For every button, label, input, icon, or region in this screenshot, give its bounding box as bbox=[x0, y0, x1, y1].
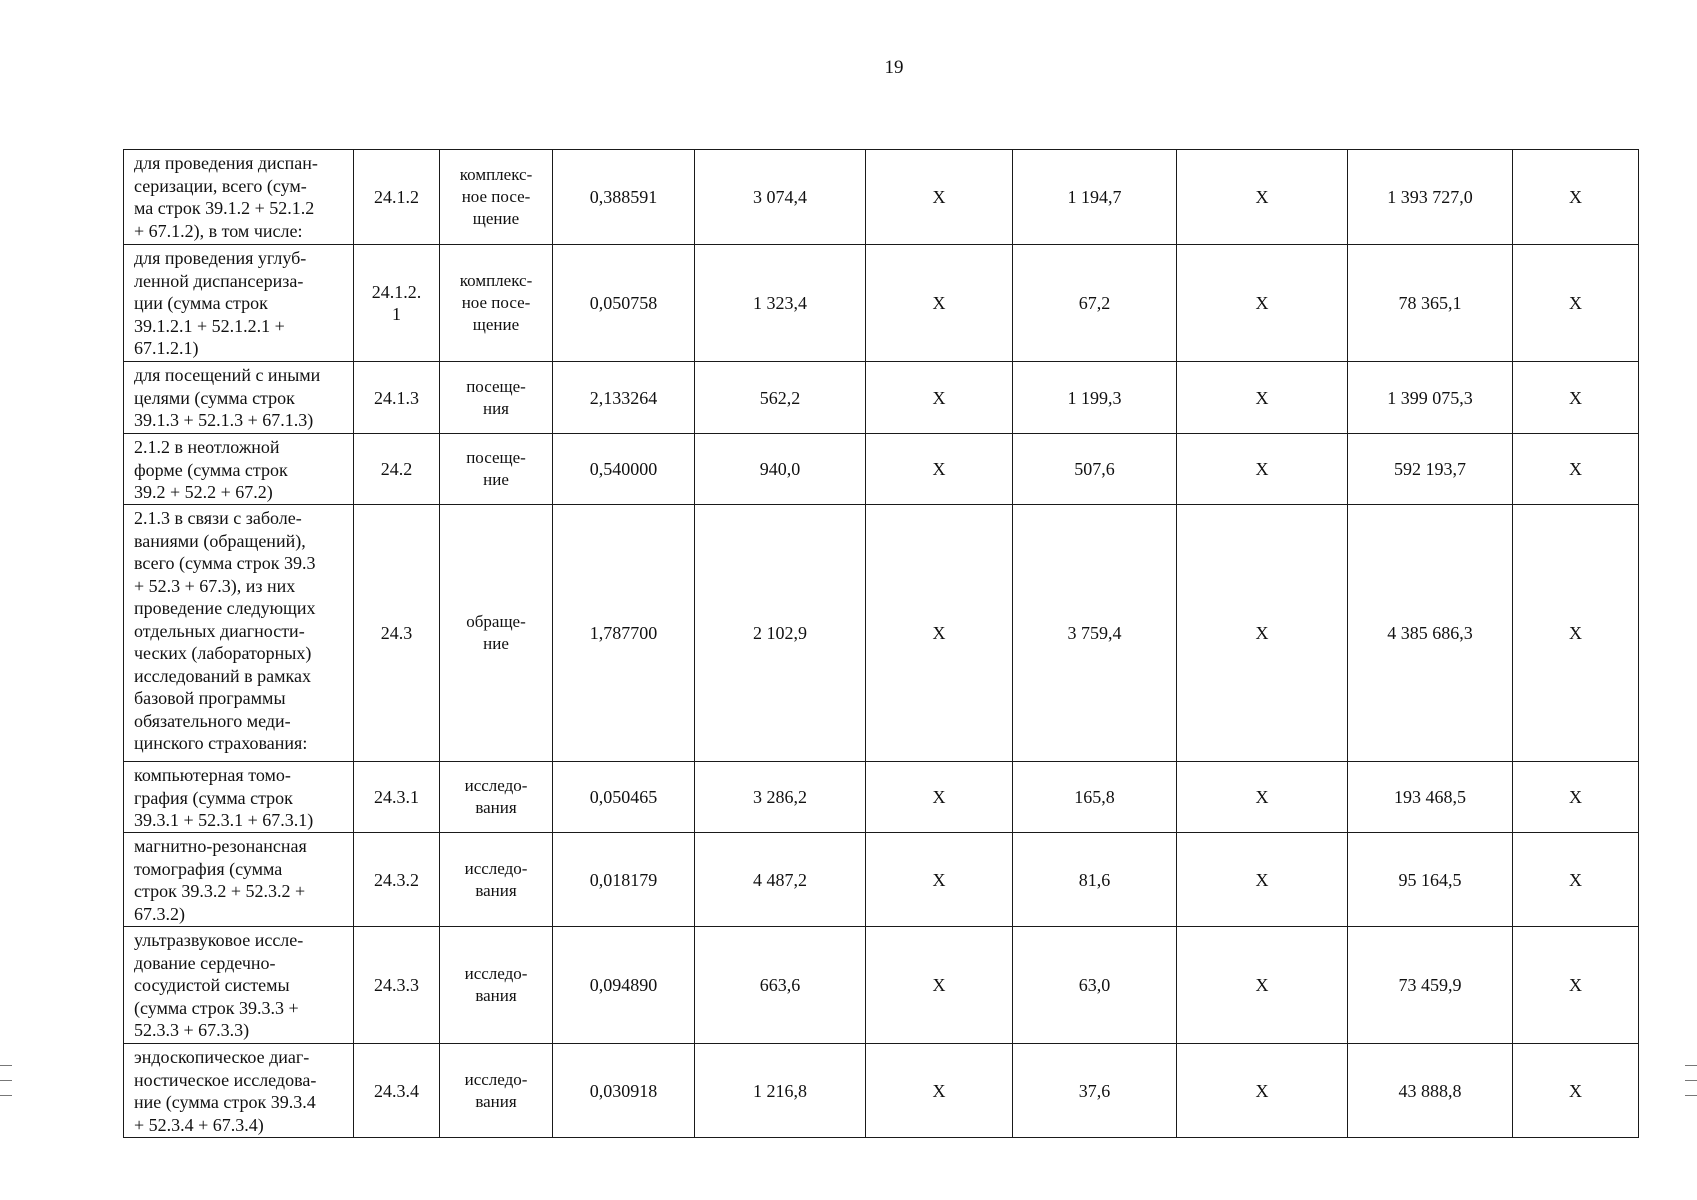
cell-value: 0,388591 bbox=[553, 150, 695, 245]
cell-value: 562,2 bbox=[695, 362, 866, 434]
cell-unit: посеще- ния bbox=[440, 362, 553, 434]
cell-value: X bbox=[1513, 833, 1639, 927]
cell-value: 3 759,4 bbox=[1013, 505, 1177, 762]
cell-line-code: 24.1.2 bbox=[354, 150, 440, 245]
scan-mark-right bbox=[1685, 1080, 1697, 1081]
cell-unit: исследо- вания bbox=[440, 1044, 553, 1138]
cell-value: 1,787700 bbox=[553, 505, 695, 762]
cell-value: 73 459,9 bbox=[1348, 927, 1513, 1044]
table-row bbox=[124, 833, 1639, 927]
cell-unit: обраще- ние bbox=[440, 505, 553, 762]
table-row bbox=[124, 245, 1639, 362]
scan-mark-right bbox=[1685, 1065, 1697, 1066]
cell-name: 2.1.2 в неотложной форме (сумма строк 39.2 + 52.2 + 67.2) bbox=[124, 434, 354, 505]
scan-mark-left bbox=[0, 1080, 12, 1081]
cell-value: X bbox=[1513, 927, 1639, 1044]
cell-unit: исследо- вания bbox=[440, 927, 553, 1044]
cell-value: X bbox=[1177, 833, 1348, 927]
cell-name: для проведения диспан- серизации, всего (сум- ма строк 39.1.2 + 52.1.2 + 67.1.2), в том числе: bbox=[124, 150, 354, 245]
cell-value: 2 102,9 bbox=[695, 505, 866, 762]
cell-value: 663,6 bbox=[695, 927, 866, 1044]
cell-unit: исследо- вания bbox=[440, 762, 553, 833]
cell-name: для проведения углуб- ленной диспансериза- ции (сумма строк 39.1.2.1 + 52.1.2.1 + 67.1.2.1) bbox=[124, 245, 354, 362]
cell-value: X bbox=[866, 833, 1013, 927]
cell-value: 1 216,8 bbox=[695, 1044, 866, 1138]
cell-value: 0,094890 bbox=[553, 927, 695, 1044]
cell-name: магнитно-резонансная томография (сумма строк 39.3.2 + 52.3.2 + 67.3.2) bbox=[124, 833, 354, 927]
cell-line-code: 24.1.3 bbox=[354, 362, 440, 434]
cell-value: 507,6 bbox=[1013, 434, 1177, 505]
cell-line-code: 24.3.2 bbox=[354, 833, 440, 927]
cell-value: X bbox=[1177, 150, 1348, 245]
cell-value: 940,0 bbox=[695, 434, 866, 505]
cell-line-code: 24.3.4 bbox=[354, 1044, 440, 1138]
cell-unit: комплекс- ное посе- щение bbox=[440, 245, 553, 362]
cell-value: X bbox=[1177, 1044, 1348, 1138]
cell-value: 1 194,7 bbox=[1013, 150, 1177, 245]
scan-mark-left bbox=[0, 1095, 12, 1096]
scan-mark-right bbox=[1685, 1095, 1697, 1096]
page-number: 19 bbox=[884, 57, 904, 78]
cell-value: 592 193,7 bbox=[1348, 434, 1513, 505]
cell-name: 2.1.3 в связи с заболе- ваниями (обращений), всего (сумма строк 39.3 + 52.3 + 67.3), из них проведение следующих отдельных диагности- ческих (лабораторных) исследований в рамках базовой программы обязательного меди- цинского страхования: bbox=[124, 505, 354, 762]
cell-value: 0,030918 bbox=[553, 1044, 695, 1138]
table-row bbox=[124, 505, 1639, 762]
cell-value: X bbox=[866, 762, 1013, 833]
cell-line-code: 24.3.3 bbox=[354, 927, 440, 1044]
scan-mark-left bbox=[0, 1065, 12, 1066]
cell-value: X bbox=[866, 505, 1013, 762]
cell-unit: комплекс- ное посе- щение bbox=[440, 150, 553, 245]
cell-line-code: 24.3.1 bbox=[354, 762, 440, 833]
cell-value: X bbox=[1177, 927, 1348, 1044]
cell-value: 1 399 075,3 bbox=[1348, 362, 1513, 434]
cell-value: X bbox=[1513, 505, 1639, 762]
cell-value: X bbox=[1177, 245, 1348, 362]
table-row bbox=[124, 1044, 1639, 1138]
cell-value: 4 487,2 bbox=[695, 833, 866, 927]
cell-name: для посещений с иными целями (сумма строк 39.1.3 + 52.1.3 + 67.1.3) bbox=[124, 362, 354, 434]
cell-name: ультразвуковое иссле- дование сердечно- сосудистой системы (сумма строк 39.3.3 + 52.3.3 + 67.3.3) bbox=[124, 927, 354, 1044]
cell-value: 95 164,5 bbox=[1348, 833, 1513, 927]
cell-value: 43 888,8 bbox=[1348, 1044, 1513, 1138]
cell-value: 0,050465 bbox=[553, 762, 695, 833]
cell-value: X bbox=[1177, 434, 1348, 505]
cell-value: 0,018179 bbox=[553, 833, 695, 927]
cell-unit: посеще- ние bbox=[440, 434, 553, 505]
cell-value: X bbox=[866, 1044, 1013, 1138]
cell-value: 4 385 686,3 bbox=[1348, 505, 1513, 762]
cell-value: X bbox=[1177, 762, 1348, 833]
cell-value: X bbox=[866, 150, 1013, 245]
cell-value: X bbox=[1513, 245, 1639, 362]
cell-value: X bbox=[1513, 434, 1639, 505]
cell-value: 3 286,2 bbox=[695, 762, 866, 833]
table-row bbox=[124, 927, 1639, 1044]
cell-value: X bbox=[866, 434, 1013, 505]
cell-value: 81,6 bbox=[1013, 833, 1177, 927]
cell-value: X bbox=[1177, 362, 1348, 434]
cell-value: 1 199,3 bbox=[1013, 362, 1177, 434]
cell-value: X bbox=[866, 927, 1013, 1044]
cell-value: 165,8 bbox=[1013, 762, 1177, 833]
cell-value: X bbox=[866, 245, 1013, 362]
cell-line-code: 24.1.2. 1 bbox=[354, 245, 440, 362]
cell-value: X bbox=[1513, 1044, 1639, 1138]
cell-value: 1 393 727,0 bbox=[1348, 150, 1513, 245]
financing-table bbox=[123, 149, 1639, 1138]
cell-value: 2,133264 bbox=[553, 362, 695, 434]
cell-name: компьютерная томо- графия (сумма строк 39.3.1 + 52.3.1 + 67.3.1) bbox=[124, 762, 354, 833]
cell-value: X bbox=[1513, 150, 1639, 245]
cell-value: 1 323,4 bbox=[695, 245, 866, 362]
cell-line-code: 24.3 bbox=[354, 505, 440, 762]
table-body bbox=[124, 150, 1639, 1138]
cell-value: X bbox=[866, 362, 1013, 434]
cell-value: X bbox=[1177, 505, 1348, 762]
cell-value: 0,050758 bbox=[553, 245, 695, 362]
cell-name: эндоскопическое диаг- ностическое исследова- ние (сумма строк 39.3.4 + 52.3.4 + 67.3.4) bbox=[124, 1044, 354, 1138]
cell-value: 193 468,5 bbox=[1348, 762, 1513, 833]
cell-value: 63,0 bbox=[1013, 927, 1177, 1044]
cell-value: 3 074,4 bbox=[695, 150, 866, 245]
cell-value: 37,6 bbox=[1013, 1044, 1177, 1138]
table-row bbox=[124, 434, 1639, 505]
cell-value: 67,2 bbox=[1013, 245, 1177, 362]
table-row bbox=[124, 362, 1639, 434]
cell-value: X bbox=[1513, 762, 1639, 833]
cell-value: 0,540000 bbox=[553, 434, 695, 505]
cell-value: 78 365,1 bbox=[1348, 245, 1513, 362]
table-row bbox=[124, 762, 1639, 833]
cell-unit: исследо- вания bbox=[440, 833, 553, 927]
cell-line-code: 24.2 bbox=[354, 434, 440, 505]
table-row bbox=[124, 150, 1639, 245]
cell-value: X bbox=[1513, 362, 1639, 434]
